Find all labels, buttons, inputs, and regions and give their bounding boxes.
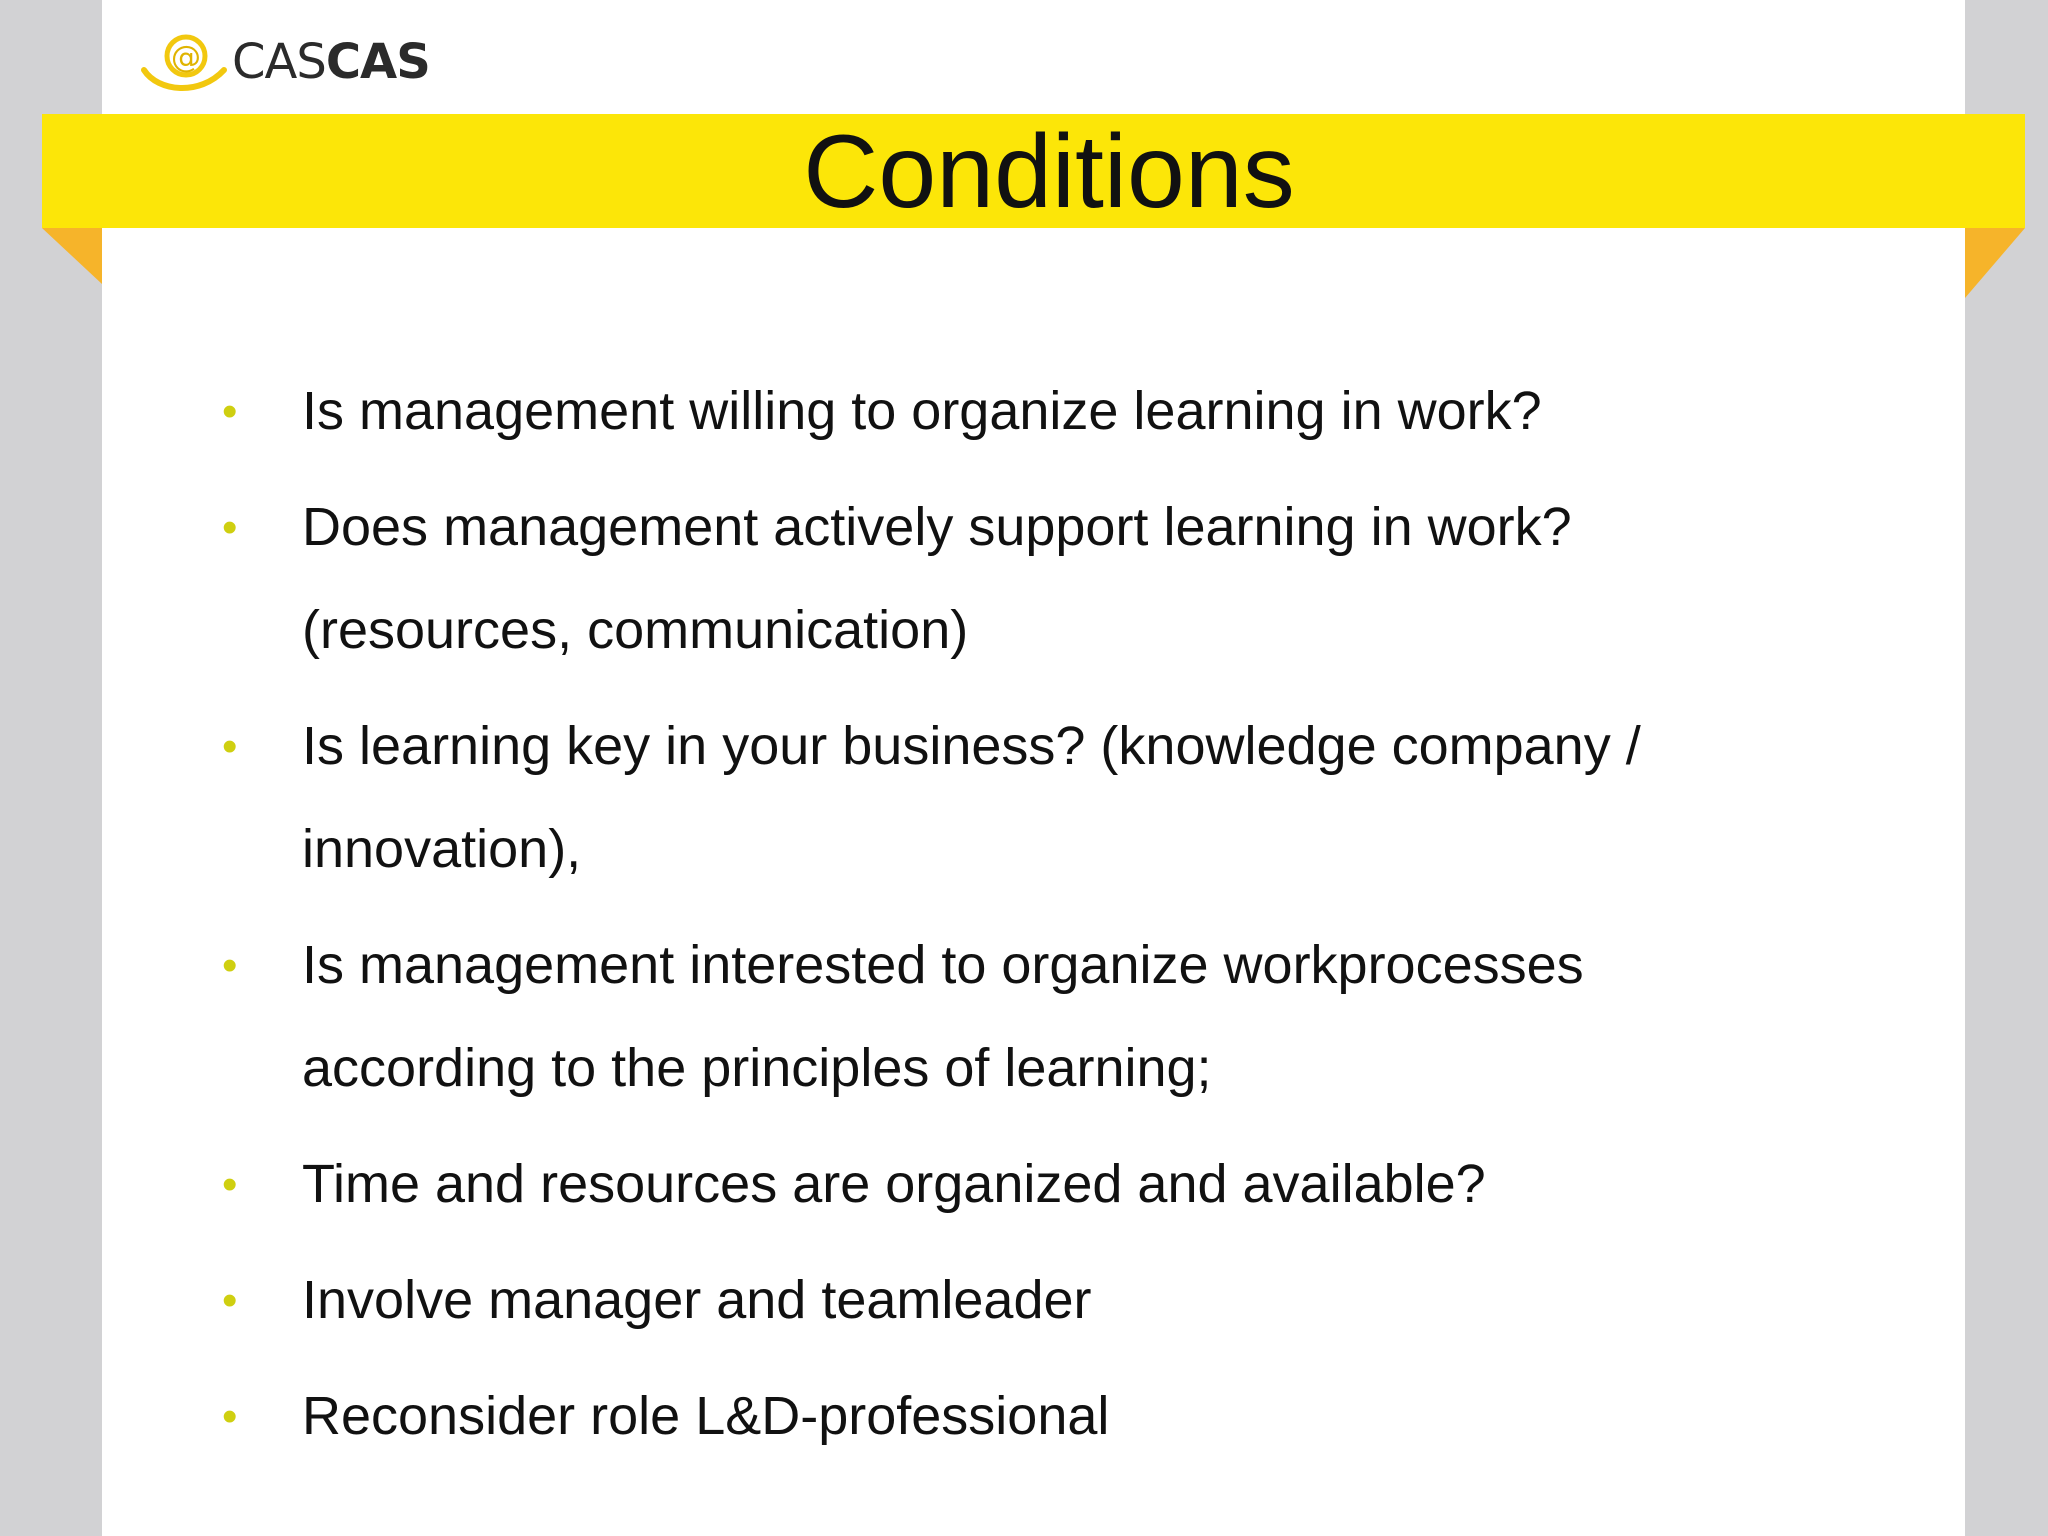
bullet-text: Is management interested to organize workprocesses according to the principles of learning; [302, 935, 1584, 1098]
bullet-text: Reconsider role L&D-professional [302, 1386, 1110, 1446]
logo-text-light: CAS [232, 34, 326, 90]
bullet-item [222, 1133, 1802, 1236]
bullet-dot-icon: • [222, 722, 238, 771]
bullet-dot-icon: • [222, 1160, 238, 1209]
banner-fold-right [1965, 228, 2025, 298]
bullet-item [222, 695, 1802, 901]
bullet-text: Does management actively support learning in work? (resources, communication) [302, 497, 1572, 660]
bullet-item [222, 1249, 1802, 1352]
bullet-item [222, 1365, 1802, 1468]
bullet-text: Involve manager and teamleader [302, 1270, 1092, 1330]
slide-title: Conditions [803, 114, 1295, 230]
bullet-dot-icon: • [222, 503, 238, 552]
bullet-item [222, 360, 1802, 463]
bullet-text: Is learning key in your business? (knowledge company / innovation), [302, 716, 1641, 879]
logo-swoosh-icon [140, 30, 232, 100]
svg-text:@: @ [171, 40, 201, 75]
cascas-logo [140, 30, 460, 100]
bullet-text: Is management willing to organize learning in work? [302, 381, 1542, 441]
bullet-text: Time and resources are organized and available? [302, 1154, 1486, 1214]
bullet-dot-icon: • [222, 1276, 238, 1325]
bullet-item [222, 914, 1802, 1120]
bullet-dot-icon: • [222, 387, 238, 436]
bullet-item [222, 476, 1802, 682]
logo-text-bold: CAS [325, 34, 430, 90]
bullet-list [222, 360, 1802, 1481]
logo-text [232, 34, 430, 90]
banner-fold-left [42, 228, 102, 284]
bullet-dot-icon: • [222, 1392, 238, 1441]
bullet-dot-icon: • [222, 941, 238, 990]
